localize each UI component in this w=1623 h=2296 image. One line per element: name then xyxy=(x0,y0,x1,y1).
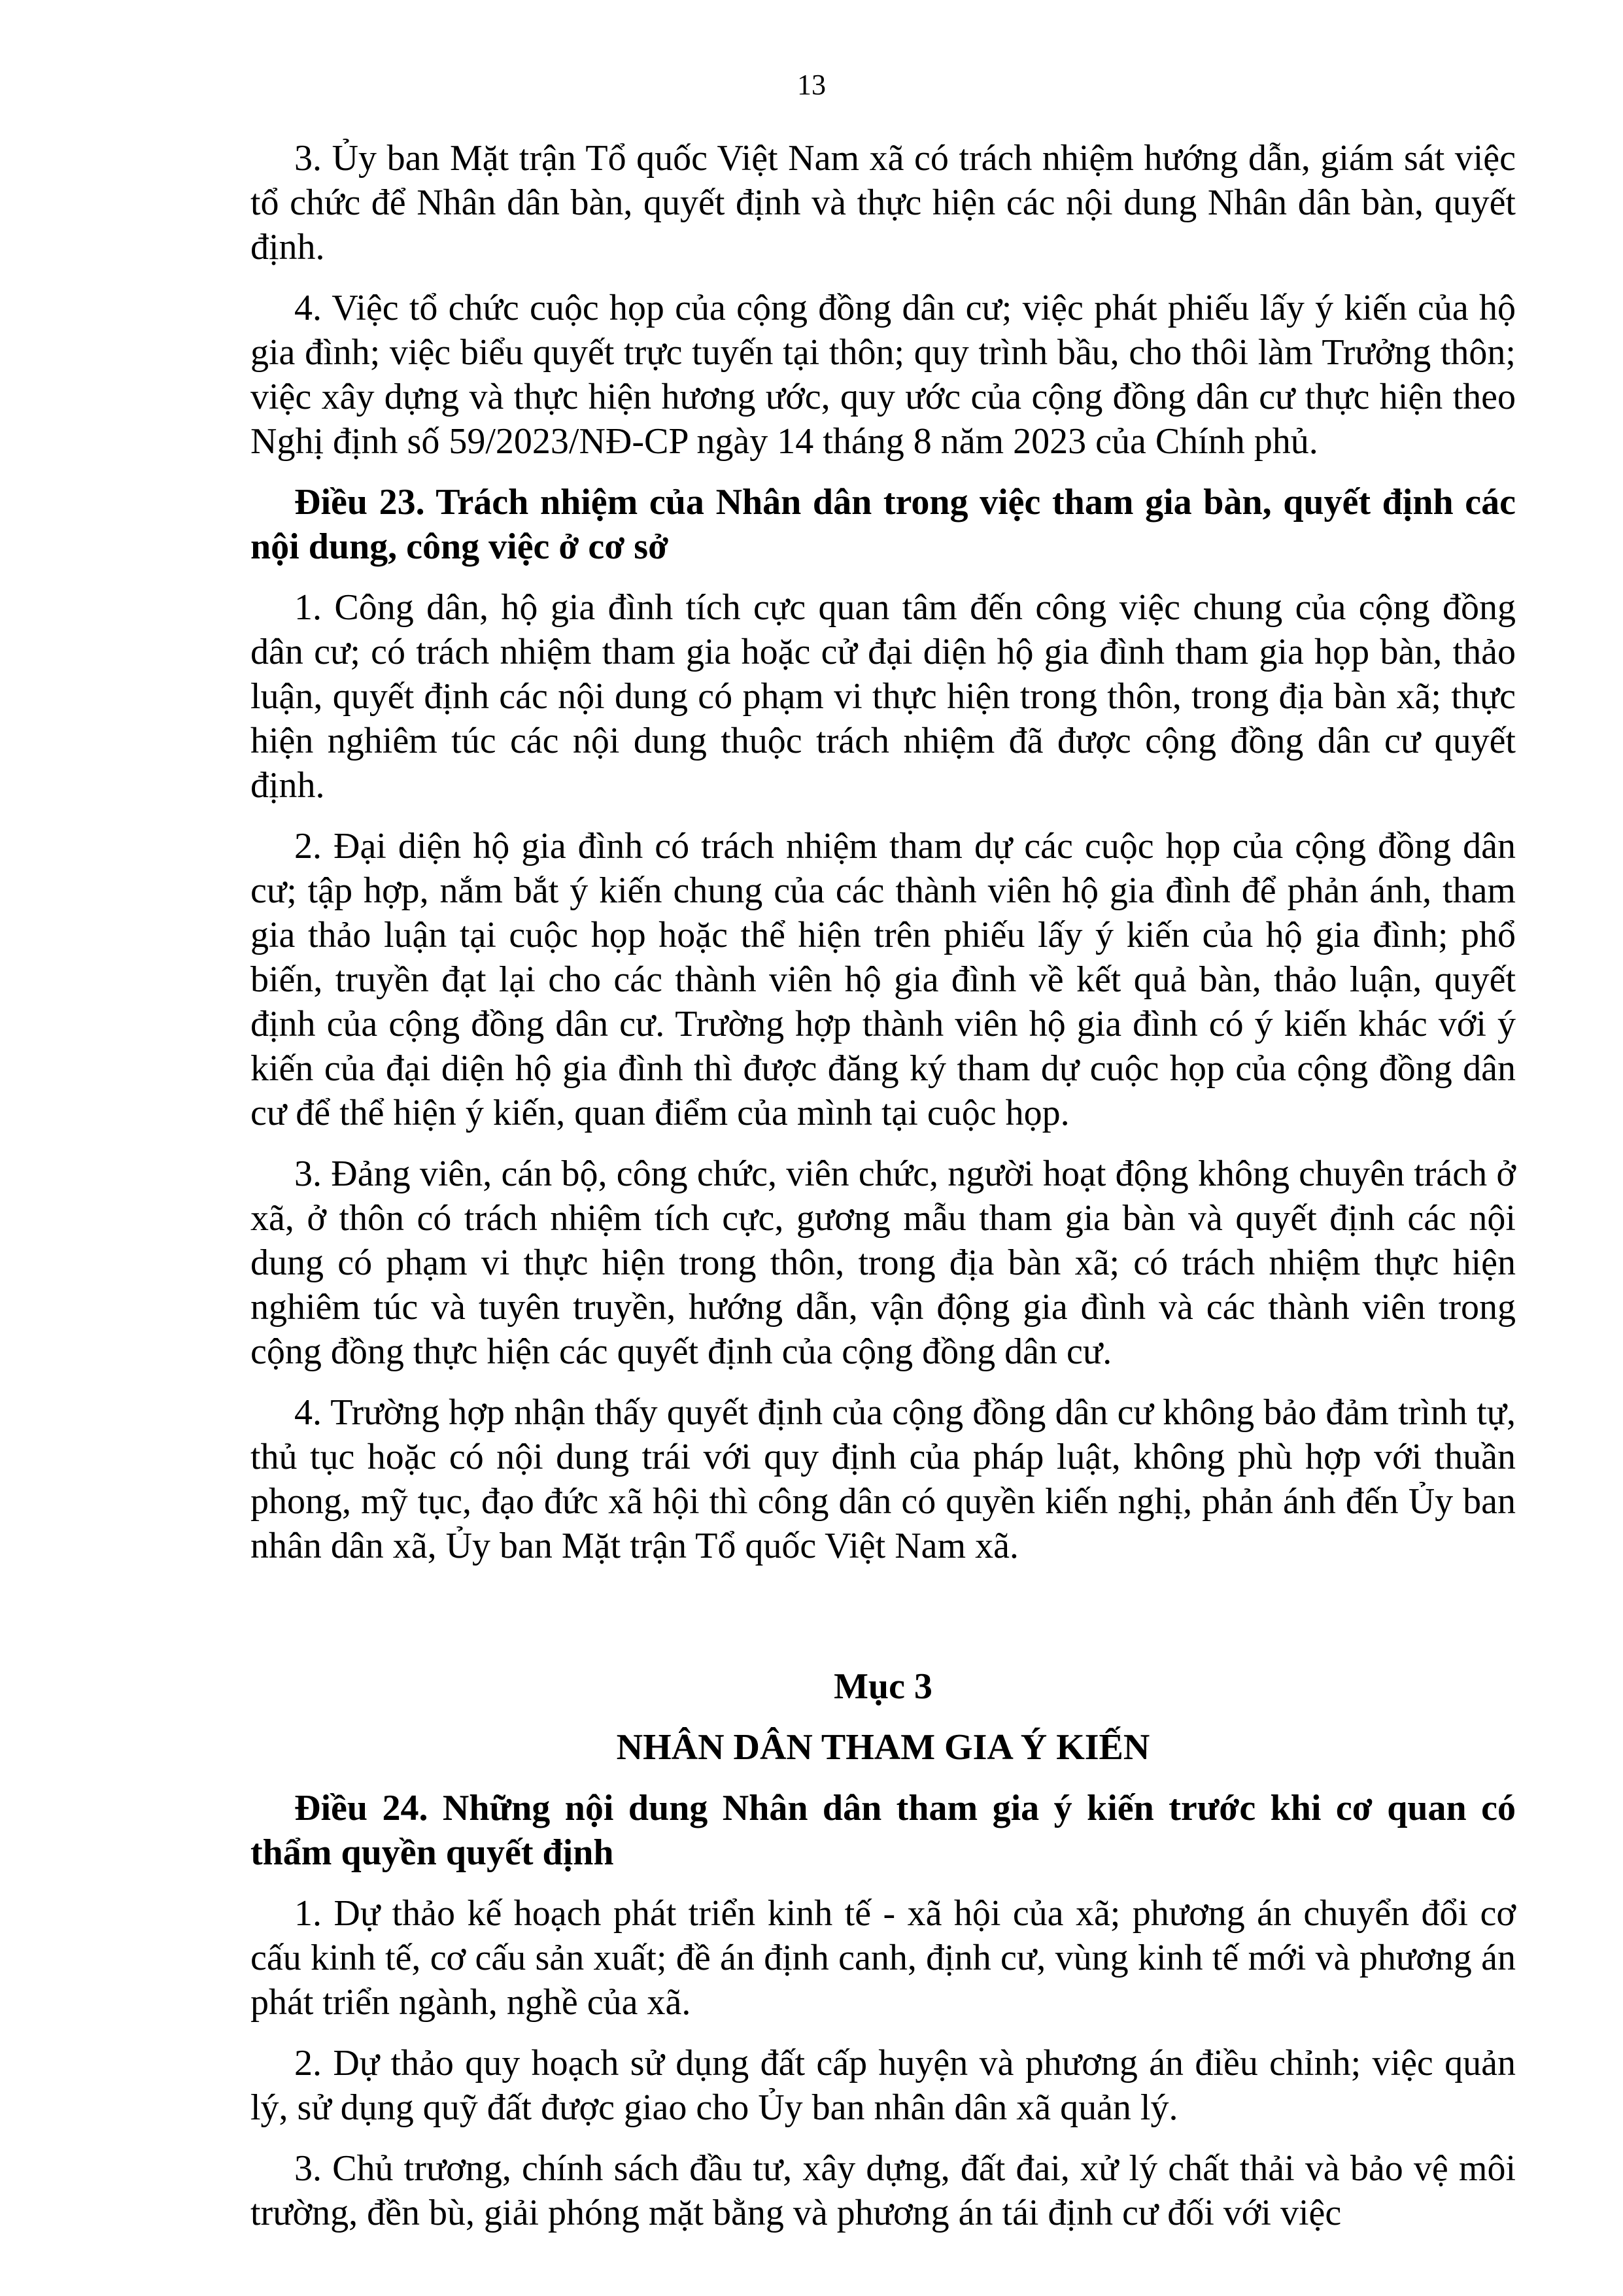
article-23-heading: Điều 23. Trách nhiệm của Nhân dân trong việc tham gia bàn, quyết định các nội dung, công việc ở cơ sở xyxy=(250,482,1516,567)
paragraph-art24-clause-3: 3. Chủ trương, chính sách đầu tư, xây dựng, đất đai, xử lý chất thải và bảo vệ môi trường, đền bù, giải phóng mặt bằng và phương án tái định cư đối với việc xyxy=(250,2148,1516,2233)
paragraph-clause-4: 4. Việc tổ chức cuộc họp của cộng đồng dân cư; việc phát phiếu lấy ý kiến của hộ gia đình; việc biểu quyết trực tuyến tại thôn; quy trình bầu, cho thôi làm Trưởng thôn; việc xây dựng và thực hiện hương ước, quy ước của cộng đồng dân cư thực hiện theo Nghị định số 59/2023/NĐ-CP ngày 14 tháng 8 năm 2023 của Chính phủ. xyxy=(250,288,1516,462)
paragraph-clause-3: 3. Ủy ban Mặt trận Tổ quốc Việt Nam xã có trách nhiệm hướng dẫn, giám sát việc tổ chức để Nhân dân bàn, quyết định và thực hiện các nội dung Nhân dân bàn, quyết định. xyxy=(250,138,1516,267)
article-24-heading: Điều 24. Những nội dung Nhân dân tham gia ý kiến trước khi cơ quan có thẩm quyền quyết định xyxy=(250,1788,1516,1873)
document-body xyxy=(250,136,1516,2252)
paragraph-art23-clause-4: 4. Trường hợp nhận thấy quyết định của cộng đồng dân cư không bảo đảm trình tự, thủ tục hoặc có nội dung trái với quy định của pháp luật, không phù hợp với thuần phong, mỹ tục, đạo đức xã hội thì công dân có quyền kiến nghị, phản ánh đến Ủy ban nhân dân xã, Ủy ban Mặt trận Tổ quốc Việt Nam xã. xyxy=(250,1392,1516,1566)
paragraph-art24-clause-2: 2. Dự thảo quy hoạch sử dụng đất cấp huyện và phương án điều chỉnh; việc quản lý, sử dụng quỹ đất được giao cho Ủy ban nhân dân xã quản lý. xyxy=(250,2043,1516,2128)
paragraph-art23-clause-1: 1. Công dân, hộ gia đình tích cực quan tâm đến công việc chung của cộng đồng dân cư; có trách nhiệm tham gia hoặc cử đại diện hộ gia đình tham gia họp bàn, thảo luận, quyết định các nội dung có phạm vi thực hiện trong thôn, trong địa bàn xã; thực hiện nghiêm túc các nội dung thuộc trách nhiệm đã được cộng đồng dân cư quyết định. xyxy=(250,587,1516,806)
section-number: Mục 3 xyxy=(834,1666,932,1707)
paragraph-art24-clause-1: 1. Dự thảo kế hoạch phát triển kinh tế - xã hội của xã; phương án chuyển đổi cơ cấu kinh tế, cơ cấu sản xuất; đề án định canh, định cư, vùng kinh tế mới và phương án phát triển ngành, nghề của xã. xyxy=(250,1893,1516,2023)
page-number: 13 xyxy=(797,69,826,101)
paragraph-art23-clause-3: 3. Đảng viên, cán bộ, công chức, viên chức, người hoạt động không chuyên trách ở xã, ở thôn có trách nhiệm tích cực, gương mẫu tham gia bàn và quyết định các nội dung có phạm vi thực hiện trong thôn, trong địa bàn xã; có trách nhiệm thực hiện nghiêm túc và tuyên truyền, hướng dẫn, vận động gia đình và các thành viên trong cộng đồng thực hiện các quyết định của cộng đồng dân cư. xyxy=(250,1154,1516,1372)
paragraph-art23-clause-2: 2. Đại diện hộ gia đình có trách nhiệm tham dự các cuộc họp của cộng đồng dân cư; tập hợp, nắm bắt ý kiến chung của các thành viên hộ gia đình để phản ánh, tham gia thảo luận tại cuộc họp hoặc thể hiện trên phiếu lấy ý kiến của hộ gia đình; phổ biến, truyền đạt lại cho các thành viên hộ gia đình về kết quả bàn, thảo luận, quyết định của cộng đồng dân cư. Trường hợp thành viên hộ gia đình có ý kiến khác với ý kiến của đại diện hộ gia đình thì được đăng ký tham dự cuộc họp của cộng đồng dân cư để thể hiện ý kiến, quan điểm của mình tại cuộc họp. xyxy=(250,826,1516,1133)
section-title: NHÂN DÂN THAM GIA Ý KIẾN xyxy=(616,1727,1150,1768)
